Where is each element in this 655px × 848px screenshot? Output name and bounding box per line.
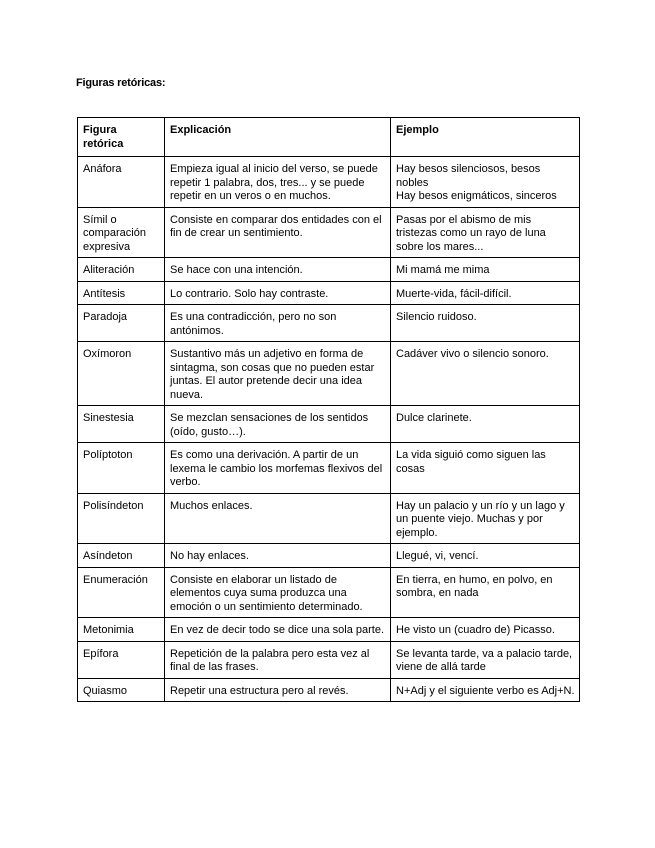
ejemplo-line: Mi mamá me mima [396,264,490,276]
cell-figura: Aliteración [78,258,165,282]
table-row [78,618,580,642]
cell-explicacion: Lo contrario. Solo hay contraste. [165,281,391,305]
table-row [78,678,580,702]
table-row [78,443,580,494]
ejemplo-line: Muerte-vida, fácil-difícil. [396,287,512,300]
cell-figura: Anáfora [78,157,165,208]
ejemplo-line: He visto un (cuadro de) Picasso. [396,624,555,636]
ejemplo-line: Hay besos silenciosos, besos nobles [396,163,541,189]
table-row [78,641,580,678]
table-row [78,493,580,544]
header-ejemplo: Ejemplo [391,118,580,157]
ejemplo-line: Hay besos enigmáticos, sinceros [396,190,557,202]
cell-explicacion: Se mezclan sensaciones de los sentidos (oído, gusto…). [165,406,391,443]
cell-ejemplo [391,281,580,305]
ejemplo-line: Hay un palacio y un río y un lago y un puente viejo. Muchas y por ejemplo. [396,499,565,539]
ejemplo-line: Dulce clarinete. [396,412,472,424]
ejemplo-line: Se levanta tarde, va a palacio tarde, viene de allá tarde [396,647,573,673]
table-row [78,157,580,208]
table-row [78,305,580,342]
cell-figura: Asíndeton [78,544,165,568]
cell-figura: Paradoja [78,305,165,342]
cell-ejemplo [391,443,580,494]
table-row [78,567,580,618]
table-header-row [78,118,580,157]
ejemplo-line: Silencio ruidoso. [396,311,477,323]
cell-ejemplo [391,258,580,282]
cell-ejemplo [391,493,580,544]
ejemplo-line: La vida siguió como siguen las cosas [396,449,546,475]
ejemplo-line: Cadáver vivo o silencio sonoro. [396,348,549,360]
ejemplo-line: En tierra, en humo, en polvo, en sombra, en nada [396,573,553,599]
cell-explicacion: Repetir una estructura pero al revés. [165,678,391,702]
cell-figura: Antítesis [78,281,165,305]
cell-ejemplo [391,678,580,702]
cell-explicacion: Empieza igual al inicio del verso, se puede repetir 1 palabra, dos, tres... y se puede repetir en un veros o en muchos. [165,157,391,208]
cell-figura: Símil o comparación expresiva [78,207,165,258]
cell-explicacion: Consiste en elaborar un listado de elementos cuya suma produzca una emoción o un sentimiento determinado. [165,567,391,618]
cell-figura: Epífora [78,641,165,678]
cell-ejemplo [391,618,580,642]
cell-figura: Oxímoron [78,342,165,406]
cell-ejemplo [391,406,580,443]
cell-explicacion: Consiste en comparar dos entidades con el fin de crear un sentimiento. [165,207,391,258]
cell-ejemplo [391,157,580,208]
cell-explicacion: Es como una derivación. A partir de un lexema le cambio los morfemas flexivos del verbo. [165,443,391,494]
table-row [78,281,580,305]
cell-ejemplo [391,544,580,568]
cell-figura: Enumeración [78,567,165,618]
cell-explicacion: Repetición de la palabra pero esta vez al final de las frases. [165,641,391,678]
cell-ejemplo [391,342,580,406]
cell-figura: Polisíndeton [78,493,165,544]
cell-ejemplo [391,305,580,342]
cell-explicacion: Muchos enlaces. [165,493,391,544]
cell-explicacion: Es una contradicción, pero no son antónimos. [165,305,391,342]
table-row [78,406,580,443]
cell-ejemplo [391,567,580,618]
table-row [78,207,580,258]
cell-figura: Sinestesia [78,406,165,443]
table-body [78,157,580,702]
table-row [78,544,580,568]
cell-figura: Quiasmo [78,678,165,702]
table-row [78,342,580,406]
header-figura: Figura retórica [78,118,165,157]
ejemplo-line: N+Adj y el siguiente verbo es Adj+N. [396,684,575,697]
cell-figura: Metonimia [78,618,165,642]
ejemplo-line: Pasas por el abismo de mis tristezas como un rayo de luna sobre los mares... [396,213,546,253]
rhetorical-figures-table [77,117,580,702]
ejemplo-line: Llegué, vi, vencí. [396,550,479,562]
cell-ejemplo [391,641,580,678]
document-title: Figuras retóricas: [76,77,166,89]
cell-explicacion: En vez de decir todo se dice una sola parte. [165,618,391,642]
cell-explicacion: Se hace con una intención. [165,258,391,282]
cell-explicacion: No hay enlaces. [165,544,391,568]
cell-ejemplo [391,207,580,258]
cell-figura: Políptoton [78,443,165,494]
cell-explicacion: Sustantivo más un adjetivo en forma de sintagma, son cosas que no pueden estar juntas. El autor pretende decir una idea nueva. [165,342,391,406]
table-row [78,258,580,282]
header-explicacion: Explicación [165,118,391,157]
